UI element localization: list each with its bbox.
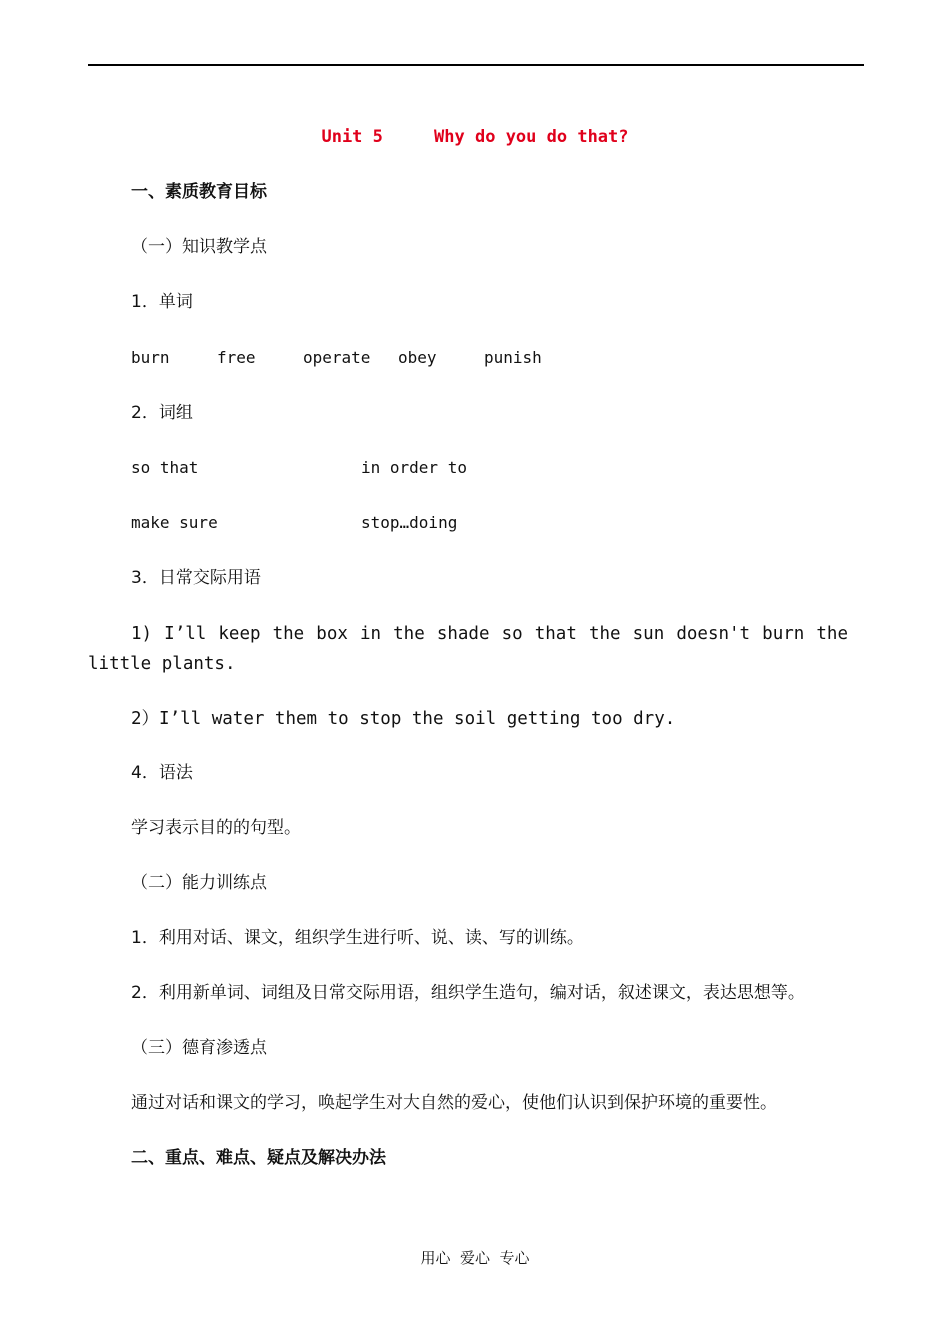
phrases-heading: 2．词组 — [131, 403, 193, 423]
ability-item-1: 1．利用对话、课文，组织学生进行听、说、读、写的训练。 — [131, 928, 584, 948]
moral-text: 通过对话和课文的学习，唤起学生对大自然的爱心，使他们认识到保护环境的重要性。 — [131, 1093, 777, 1113]
subheading-moral-points: （三）德育渗透点 — [131, 1038, 267, 1058]
example-sentence-2: 2）I’ll water them to stop the soil getting too dry. — [131, 709, 676, 729]
phrase-item: make sure — [131, 513, 218, 532]
vocab-word: operate — [303, 348, 371, 367]
vocab-word: punish — [484, 348, 542, 367]
vocab-word: obey — [398, 348, 437, 367]
grammar-heading: 4．语法 — [131, 763, 193, 783]
subheading-ability-points: （二）能力训练点 — [131, 873, 267, 893]
phrase-item: in order to — [361, 458, 467, 477]
page-footer: 用心 爱心 专心 — [420, 1249, 530, 1267]
grammar-text: 学习表示目的的句型。 — [131, 818, 301, 838]
vocab-word: burn — [131, 348, 170, 367]
expressions-heading: 3．日常交际用语 — [131, 568, 261, 588]
phrase-item: stop…doing — [361, 513, 458, 532]
section-heading-key-points: 二、重点、难点、疑点及解决办法 — [131, 1148, 386, 1168]
example-sentence-1: 1) I’ll keep the box in the shade so that the sun doesn't burn the little plants. — [88, 624, 848, 674]
unit-title: Unit 5 Why do you do that? — [321, 127, 629, 147]
section-heading-goals: 一、素质教育目标 — [131, 182, 267, 202]
ability-item-2: 2．利用新单词、词组及日常交际用语，组织学生造句，编对话，叙述课文，表达思想等。 — [131, 983, 805, 1003]
subheading-knowledge-points: （一）知识教学点 — [131, 237, 267, 257]
vocab-heading: 1．单词 — [131, 292, 193, 312]
phrase-item: so that — [131, 458, 199, 477]
header-rule — [88, 64, 864, 66]
vocab-word: free — [217, 348, 256, 367]
